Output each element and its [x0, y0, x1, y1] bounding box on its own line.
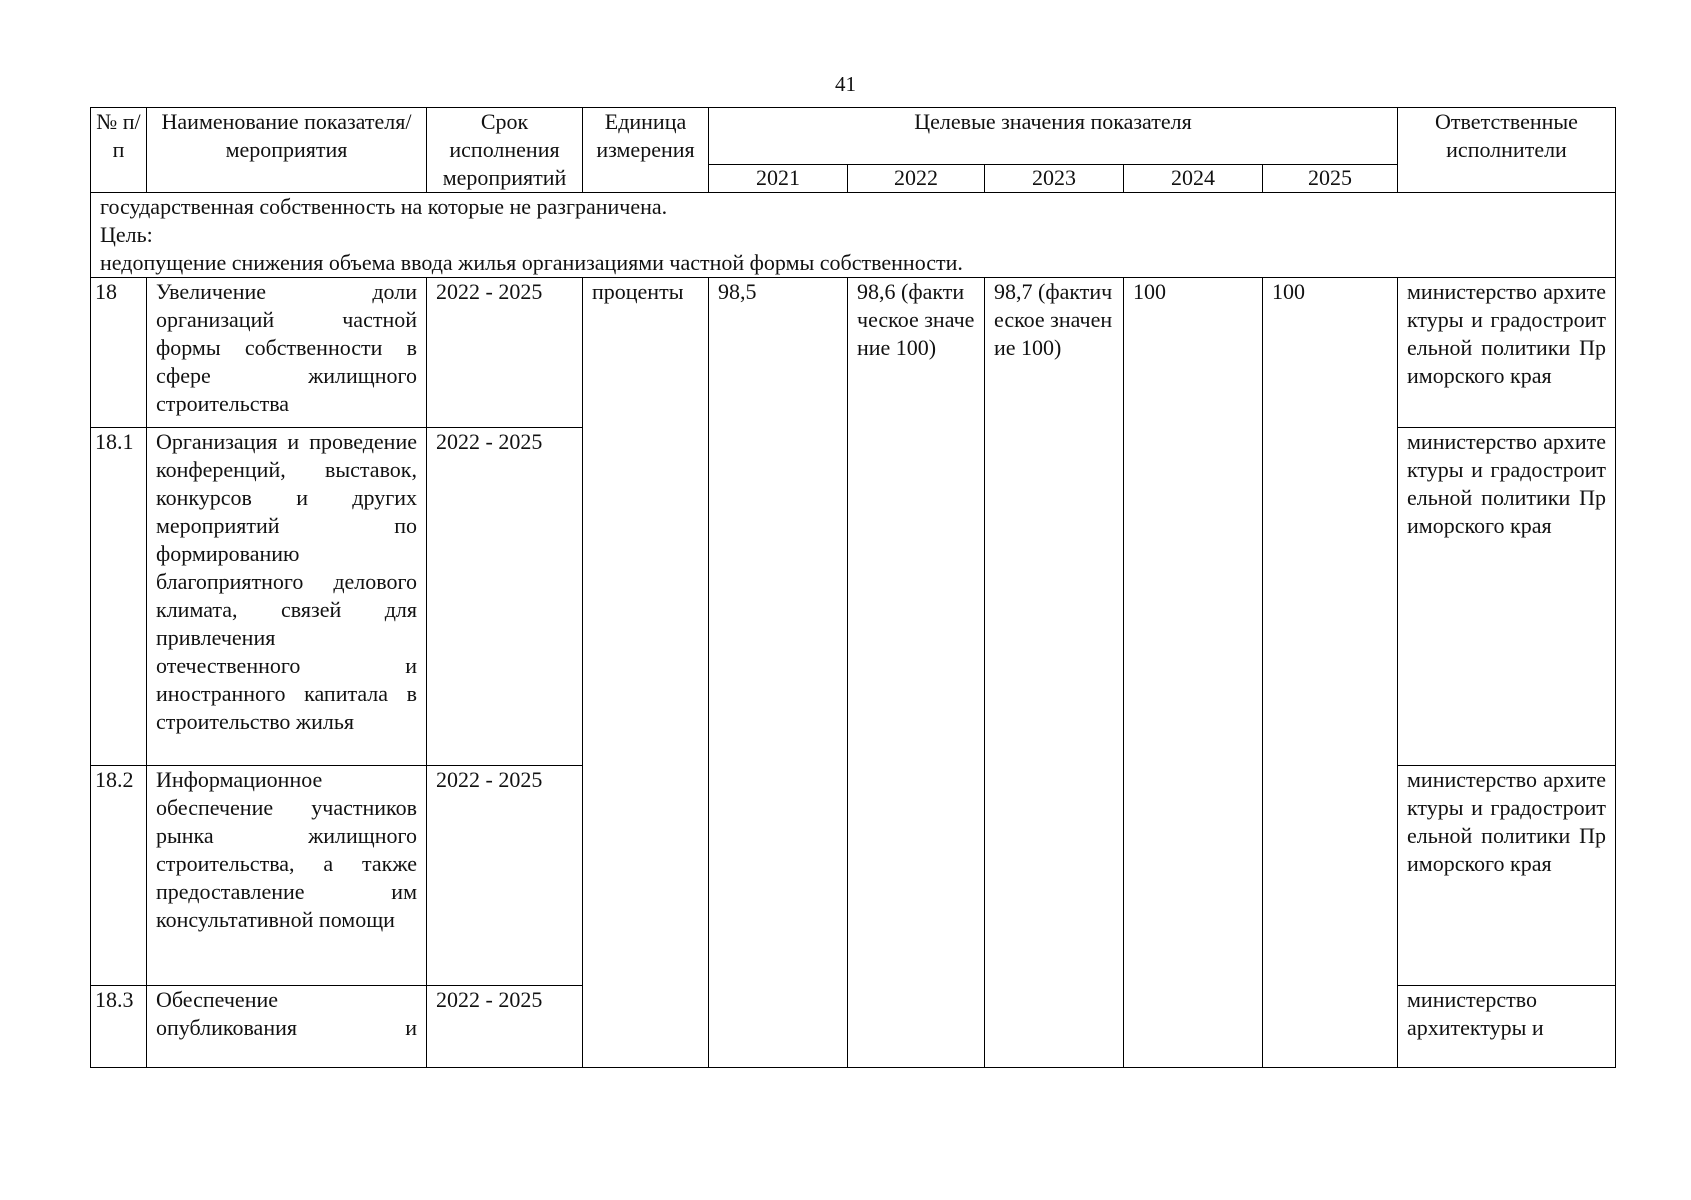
row-term: 2022 - 2025	[427, 766, 583, 986]
row-responsible: министерство архитектуры и градостроительной политики Приморского края	[1398, 278, 1616, 428]
row-name: Организация и проведение конференций, выставок, конкурсов и других мероприятий по формированию благоприятного делового климата, связей для привлечения отечественного и иностранного капитала в строительство жилья	[147, 428, 427, 766]
header-responsible: Ответственные исполнители	[1398, 108, 1616, 193]
value-2023: 98,7 (фактическое значение 100)	[985, 278, 1124, 1068]
row-responsible: министерство архитектуры и градостроительной политики Приморского края	[1398, 428, 1616, 766]
year-2025: 2025	[1263, 165, 1398, 193]
header-name: Наименование показателя/мероприятия	[147, 108, 427, 193]
merged-text-row	[91, 193, 1616, 278]
indicators-table	[90, 107, 1616, 1068]
merged-text-line-2: Цель:	[100, 222, 153, 247]
row-name: Информационное обеспечение участников рынка жилищного строительства, а также предоставление им консультативной помощи	[147, 766, 427, 986]
year-2023: 2023	[985, 165, 1124, 193]
value-2022: 98,6 (фактическое значение 100)	[848, 278, 985, 1068]
value-2021: 98,5	[709, 278, 848, 1068]
row-term: 2022 - 2025	[427, 278, 583, 428]
header-unit: Единица измерения	[583, 108, 709, 193]
row-num: 18	[91, 278, 147, 428]
year-2022: 2022	[848, 165, 985, 193]
row-num: 18.1	[91, 428, 147, 766]
year-2024: 2024	[1124, 165, 1263, 193]
row-unit: проценты	[583, 278, 709, 1068]
table-header-row	[91, 108, 1616, 165]
row-responsible: министерство архитектуры и	[1398, 986, 1616, 1068]
merged-text-line-1: государственная собственность на которые не разграничена.	[100, 194, 668, 219]
header-num: № п/п	[91, 108, 147, 193]
row-name: Обеспечение опубликования и	[147, 986, 427, 1068]
value-2024: 100	[1124, 278, 1263, 1068]
table-row	[91, 278, 1616, 428]
header-targets: Целевые значения показателя	[709, 108, 1398, 165]
row-term: 2022 - 2025	[427, 428, 583, 766]
row-responsible: министерство архитектуры и градостроительной политики Приморского края	[1398, 766, 1616, 986]
row-num: 18.2	[91, 766, 147, 986]
row-num: 18.3	[91, 986, 147, 1068]
year-2021: 2021	[709, 165, 848, 193]
row-name: Увеличение доли организаций частной формы собственности в сфере жилищного строительства	[147, 278, 427, 428]
row-term: 2022 - 2025	[427, 986, 583, 1068]
page-number: 41	[835, 72, 856, 96]
merged-text-line-3: недопущение снижения объема ввода жилья организациями частной формы собственности.	[100, 250, 963, 275]
value-2025: 100	[1263, 278, 1398, 1068]
header-term: Срок исполнения мероприятий	[427, 108, 583, 193]
